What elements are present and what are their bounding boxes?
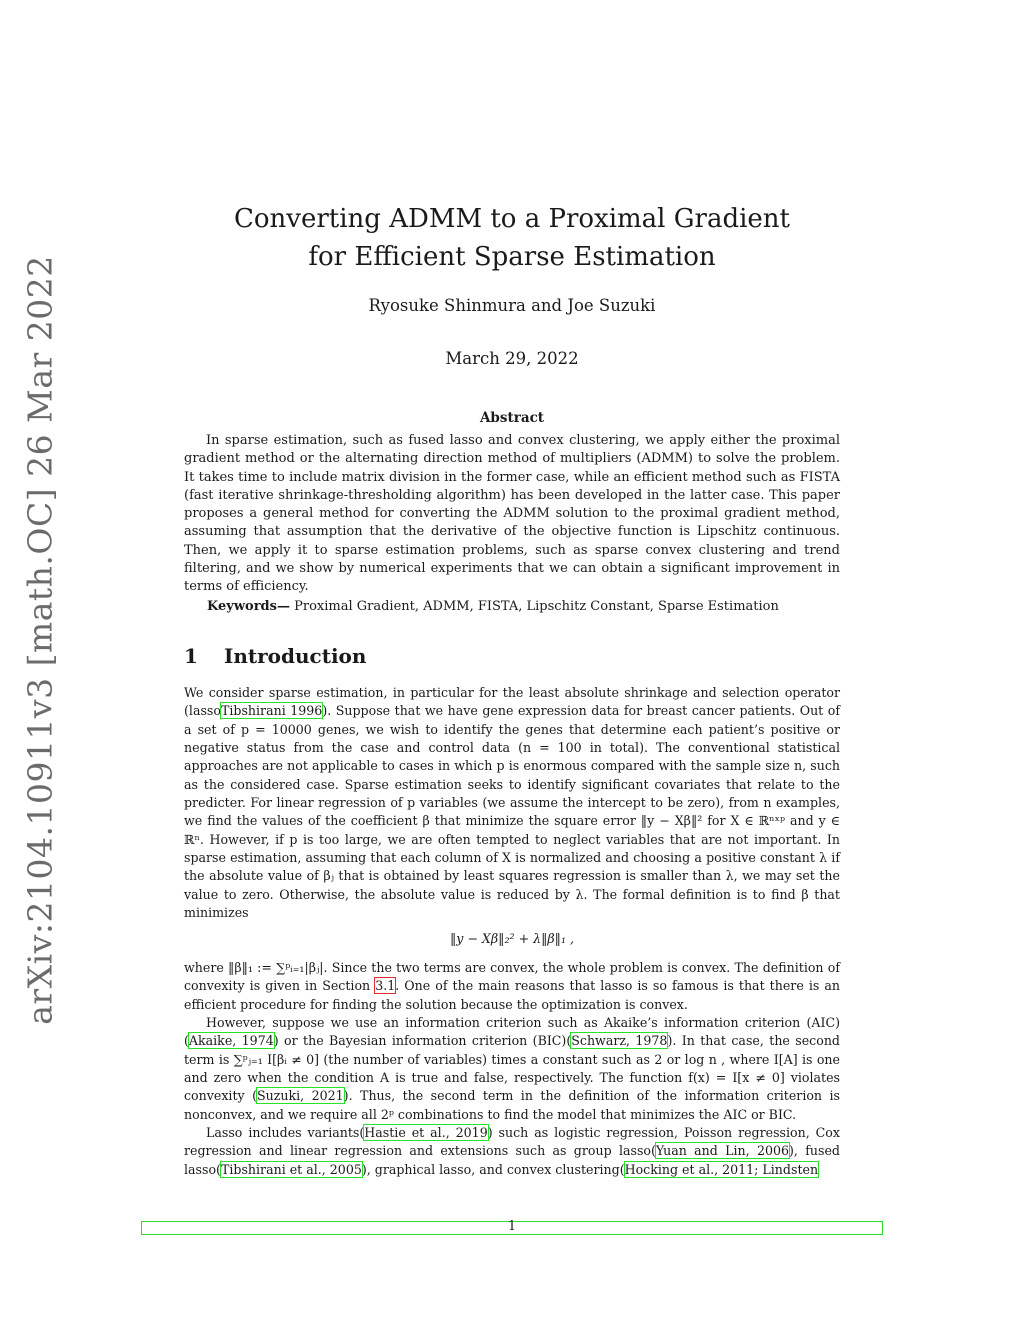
- authors: Ryosuke Shinmura and Joe Suzuki: [368, 296, 656, 315]
- section-ref-link[interactable]: 3.1: [375, 978, 396, 994]
- section-body: [184, 684, 840, 1179]
- text-run: Lasso includes variants(: [206, 1124, 365, 1140]
- text-run: . One of the main reasons that lasso is so famous is that there is an efficient procedure for finding the solution because the optimization is convex.: [184, 978, 840, 1012]
- citation-link[interactable]: Akaike, 1974: [188, 1033, 274, 1049]
- citation-link[interactable]: Tibshirani 1996: [220, 703, 323, 719]
- arxiv-identifier: arXiv:2104.10911v3 [math.OC] 26 Mar 2022: [20, 255, 60, 1025]
- paragraph-4: [184, 1124, 840, 1179]
- page-number: 1: [507, 1219, 517, 1234]
- publication-date: March 29, 2022: [445, 349, 579, 368]
- text-run: However, suppose we use an information criterion such as Akaike’s information criterion (AIC)(: [184, 1014, 840, 1049]
- paper-title: [0, 200, 1024, 276]
- keywords-list: Proximal Gradient, ADMM, FISTA, Lipschitz Constant, Sparse Estimation: [289, 599, 779, 614]
- citation-link[interactable]: Hocking et al., 2011; Lindsten: [624, 1161, 819, 1177]
- paragraph-3: [184, 1014, 840, 1124]
- paragraph-1: [184, 684, 840, 922]
- citation-link[interactable]: Hastie et al., 2019: [364, 1124, 488, 1140]
- text-run: We consider sparse estimation, in particular for the least absolute shrinkage and selection operator (lasso: [184, 685, 840, 719]
- paragraph-2: [184, 959, 840, 1014]
- keywords-label: Keywords—: [207, 599, 290, 614]
- text-run: ). Thus, the second term in the definition of the information criterion is nonconvex, and we require all 2ᵖ combinations to find the model that minimizes the AIC or BIC.: [184, 1088, 840, 1122]
- section-number: 1: [184, 644, 198, 668]
- section-title: Introduction: [224, 644, 367, 668]
- text-run: ). Suppose that we have gene expression data for breast cancer patients. Out of a set of p = 10000 genes, we wish to identify the genes that determine each patient’s positive or negative status from the case and control data (n = 100 in total). The conventional statistical approaches are not applicable to cases in which p is enormous compared with the sample size n, such as the considered case. Sparse estimation seeks to identify significant covariates that relate to the predicter. For linear regression of p variables (we assume the intercept to be zero), from n examples, we find the values of the coefficient β that minimize the square error ‖y − Xβ‖² for X ∈ ℝⁿˣᵖ and y ∈ ℝⁿ. However, if p is too large, we are often tempted to neglect variables that are not important. In sparse estimation, assuming that each column of X is normalized and choosing a positive constant λ if the absolute value of βⱼ that is obtained by least squares regression is smaller than λ, we may set the value to zero. Otherwise, the absolute value is reduced by λ. The formal definition is to find β that minimizes: [184, 703, 841, 921]
- text-run: ) or the Bayesian information criterion (BIC)(: [273, 1033, 572, 1049]
- text-run: where ‖β‖₁ := ∑ᵖᵢ₌₁|βⱼ|. Since the two terms are convex, the whole problem is convex. The definition of convexity is given in Section: [184, 959, 840, 994]
- section-heading: [184, 644, 366, 668]
- abstract-heading: Abstract: [479, 410, 545, 426]
- keywords-line: [207, 599, 847, 614]
- text-run: ), fused lasso(: [184, 1143, 840, 1177]
- abstract-body: [184, 432, 840, 597]
- title-line-1: Converting ADMM to a Proximal Gradient: [233, 204, 790, 234]
- citation-link[interactable]: Suzuki, 2021: [257, 1088, 344, 1104]
- lasso-equation: ‖y − Xβ‖₂² + λ‖β‖₁ ,: [449, 931, 575, 947]
- text-run: ). In that case, the second term is ∑ᵖⱼ₌₁ I[βᵢ ≠ 0] (the number of variables) times a constant such as 2 or log n , where I[A] is one and zero when the condition A is true and false, respectively. The function f(x) = I[x ≠ 0] violates convexity (: [184, 1033, 840, 1104]
- text-run: ) such as logistic regression, Poisson regression, Cox regression and linear regression and extensions such as group lasso(: [184, 1124, 840, 1159]
- citation-link[interactable]: Schwarz, 1978: [571, 1033, 668, 1049]
- citation-link[interactable]: Tibshirani et al., 2005: [220, 1161, 362, 1177]
- text-run: ), graphical lasso, and convex clustering(: [361, 1161, 625, 1177]
- citation-link[interactable]: Yuan and Lin, 2006: [655, 1143, 790, 1159]
- abstract-text: In sparse estimation, such as fused lasso and convex clustering, we apply either the proximal gradient method or the alternating direction method of multipliers (ADMM) to solve the problem. It takes time to include matrix division in the former case, while an efficient method such as FISTA (fast iterative shrinkage-thresholding algorithm) has been developed in the latter case. This paper proposes a general method for converting the ADMM solution to the proximal gradient method, assuming that assumption that the derivative of the objective function is Lipschitz continuous. Then, we apply it to sparse estimation problems, such as sparse convex clustering and trend filtering, and we show by numerical experiments that we can obtain a significant improvement in terms of efficiency.: [184, 433, 840, 595]
- title-line-2: for Efficient Sparse Estimation: [308, 242, 716, 272]
